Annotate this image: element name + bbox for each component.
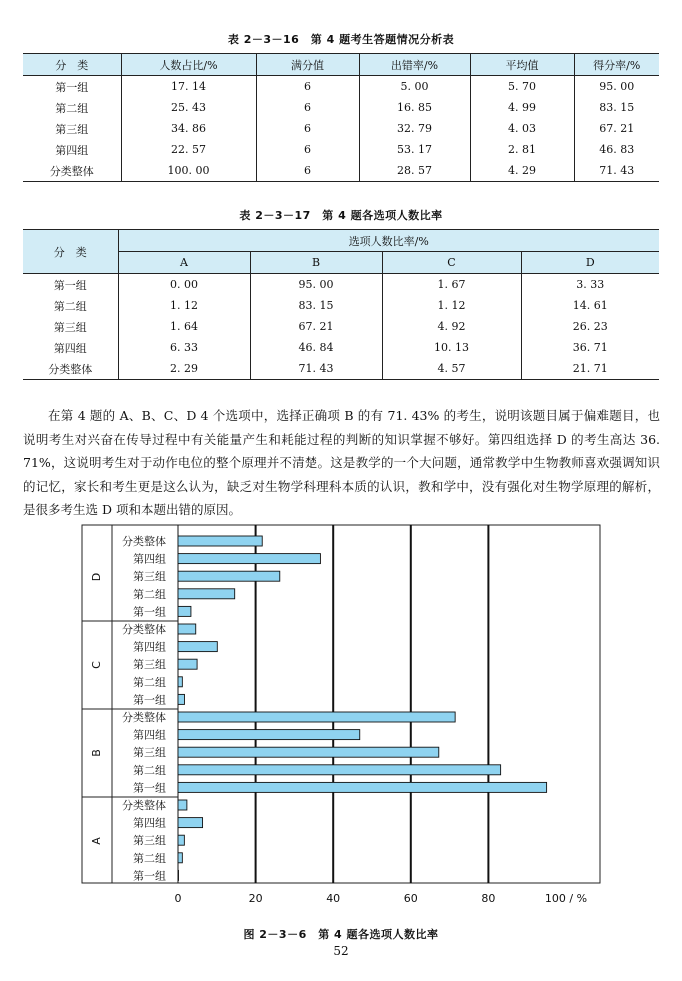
cell: 4. 57 [382, 358, 521, 380]
cell: 3. 33 [521, 274, 659, 296]
option-group-label: D [90, 572, 103, 582]
cell: 第四组 [23, 139, 121, 160]
category-label: 第四组 [133, 640, 166, 654]
cell: 4. 29 [470, 160, 574, 182]
cell: 46. 83 [574, 139, 659, 160]
category-label: 第二组 [133, 763, 166, 777]
bar-C-1 [178, 624, 196, 634]
col-header-average: 平均值 [470, 54, 574, 76]
cell: 6. 33 [118, 337, 250, 358]
bar-A-2 [178, 818, 203, 828]
page-number: 52 [333, 944, 349, 958]
cell: 26. 23 [521, 316, 659, 337]
cell: 83. 15 [250, 295, 382, 316]
cell: 第三组 [23, 316, 118, 337]
category-label: 第一组 [133, 869, 166, 883]
bar-A-4 [178, 853, 182, 863]
cell: 10. 13 [382, 337, 521, 358]
cell: 5. 70 [470, 76, 574, 98]
bar-B-1 [178, 712, 455, 722]
x-tick-label: 0 [174, 892, 182, 905]
cell: 2. 81 [470, 139, 574, 160]
cell: 100. 00 [121, 160, 256, 182]
x-tick-label: 60 [403, 892, 418, 905]
bar-B-5 [178, 782, 547, 792]
bar-B-2 [178, 730, 360, 740]
cell: 67. 21 [574, 118, 659, 139]
cell: 第一组 [23, 274, 118, 296]
cell: 71. 43 [250, 358, 382, 380]
cell: 1. 64 [118, 316, 250, 337]
option-group-label: A [90, 837, 103, 845]
col-header-category: 分 类 [23, 54, 121, 76]
cell: 95. 00 [574, 76, 659, 98]
option-group-label: B [90, 749, 103, 757]
bar-D-1 [178, 536, 262, 546]
cell: 分类整体 [23, 160, 121, 182]
category-label: 第一组 [133, 605, 166, 619]
col-header-error-rate: 出错率/% [359, 54, 470, 76]
bar-A-1 [178, 800, 187, 810]
table2-caption: 表 2－3－17 第 4 题各选项人数比率 [239, 209, 443, 222]
bar-A-3 [178, 835, 184, 845]
category-label: 第三组 [133, 746, 166, 760]
category-label: 第四组 [133, 552, 166, 566]
cell: 46. 84 [250, 337, 382, 358]
cell: 1. 67 [382, 274, 521, 296]
option-group-label: C [90, 661, 103, 669]
body-paragraph: 在第 4 题的 A、B、C、D 4 个选项中，选择正确项 B 的有 71. 43% 的考生，说明该题目属于偏难题目，也说明考生对兴奋在传导过程中有关能量产生和耗能过程的判断的知识掌握不够好。第四组选择 D 的考生高达 36. 71%，这说明考生对于动作电位的整个原理并不清楚。这是教学的一个大问题，通常教学中生物教师喜欢强调知识的记忆，家长和考生更是这么认为，缺乏对生物学科理科本质的认识，教和学中，没有强化对生物学原理的解析，是很多考生选 D 项和本题出错的原因。 [23, 408, 660, 517]
cell: 21. 71 [521, 358, 659, 380]
cell: 22. 57 [121, 139, 256, 160]
col-header-option-c: C [382, 252, 521, 274]
col-header-option-a: A [118, 252, 250, 274]
cell: 95. 00 [250, 274, 382, 296]
cell: 17. 14 [121, 76, 256, 98]
cell: 6 [256, 118, 359, 139]
cell: 第二组 [23, 295, 118, 316]
cell: 第一组 [23, 76, 121, 98]
cell: 25. 43 [121, 97, 256, 118]
bar-C-3 [178, 659, 197, 669]
category-label: 第三组 [133, 834, 166, 848]
cell: 14. 61 [521, 295, 659, 316]
x-tick-label: 40 [326, 892, 341, 905]
bar-B-3 [178, 747, 439, 757]
x-tick-label: 80 [481, 892, 496, 905]
col-header-score-rate: 得分率/% [574, 54, 659, 76]
col-header-option-d: D [521, 252, 659, 274]
cell: 分类整体 [23, 358, 118, 380]
col-header-share: 人数占比/% [121, 54, 256, 76]
x-unit-label: 100 / % [544, 892, 588, 905]
cell: 第二组 [23, 97, 121, 118]
bar-D-2 [178, 554, 320, 564]
bar-C-2 [178, 642, 217, 652]
cell: 4. 92 [382, 316, 521, 337]
category-label: 第二组 [133, 675, 166, 689]
cell: 6 [256, 76, 359, 98]
category-label: 第二组 [133, 587, 166, 601]
x-tick-label: 20 [248, 892, 263, 905]
category-label: 第四组 [133, 816, 166, 830]
cell: 6 [256, 139, 359, 160]
cell: 6 [256, 97, 359, 118]
cell: 5. 00 [359, 76, 470, 98]
category-label: 第三组 [133, 658, 166, 672]
category-label: 第四组 [133, 728, 166, 742]
category-label: 第二组 [133, 851, 166, 865]
bar-C-5 [178, 694, 184, 704]
category-label: 分类整体 [122, 799, 166, 812]
category-label: 分类整体 [122, 711, 166, 724]
cell: 67. 21 [250, 316, 382, 337]
bar-D-4 [178, 589, 235, 599]
cell: 1. 12 [118, 295, 250, 316]
cell: 1. 12 [382, 295, 521, 316]
bar-A-5 [178, 870, 179, 880]
col-header-option-b: B [250, 252, 382, 274]
table1-caption: 表 2－3－16 第 4 题考生答题情况分析表 [227, 33, 455, 46]
cell: 34. 86 [121, 118, 256, 139]
cell: 4. 99 [470, 97, 574, 118]
col-header-category: 分 类 [23, 230, 118, 274]
cell: 32. 79 [359, 118, 470, 139]
category-label: 第一组 [133, 781, 166, 795]
bar-B-4 [178, 765, 501, 775]
cell: 6 [256, 160, 359, 182]
col-header-full-score: 满分值 [256, 54, 359, 76]
cell: 36. 71 [521, 337, 659, 358]
cell: 4. 03 [470, 118, 574, 139]
cell: 0. 00 [118, 274, 250, 296]
cell: 28. 57 [359, 160, 470, 182]
category-label: 分类整体 [122, 623, 166, 636]
bar-D-3 [178, 571, 280, 581]
cell: 83. 15 [574, 97, 659, 118]
cell: 2. 29 [118, 358, 250, 380]
col-header-option-ratio: 选项人数比率/% [118, 230, 659, 252]
bar-C-4 [178, 677, 182, 687]
cell: 16. 85 [359, 97, 470, 118]
category-label: 第三组 [133, 570, 166, 584]
cell: 53. 17 [359, 139, 470, 160]
cell: 第四组 [23, 337, 118, 358]
category-label: 第一组 [133, 693, 166, 707]
cell: 71. 43 [574, 160, 659, 182]
cell: 第三组 [23, 118, 121, 139]
figure-caption: 图 2－3－6 第 4 题各选项人数比率 [243, 928, 439, 941]
bar-D-5 [178, 606, 191, 616]
category-label: 分类整体 [122, 535, 166, 548]
